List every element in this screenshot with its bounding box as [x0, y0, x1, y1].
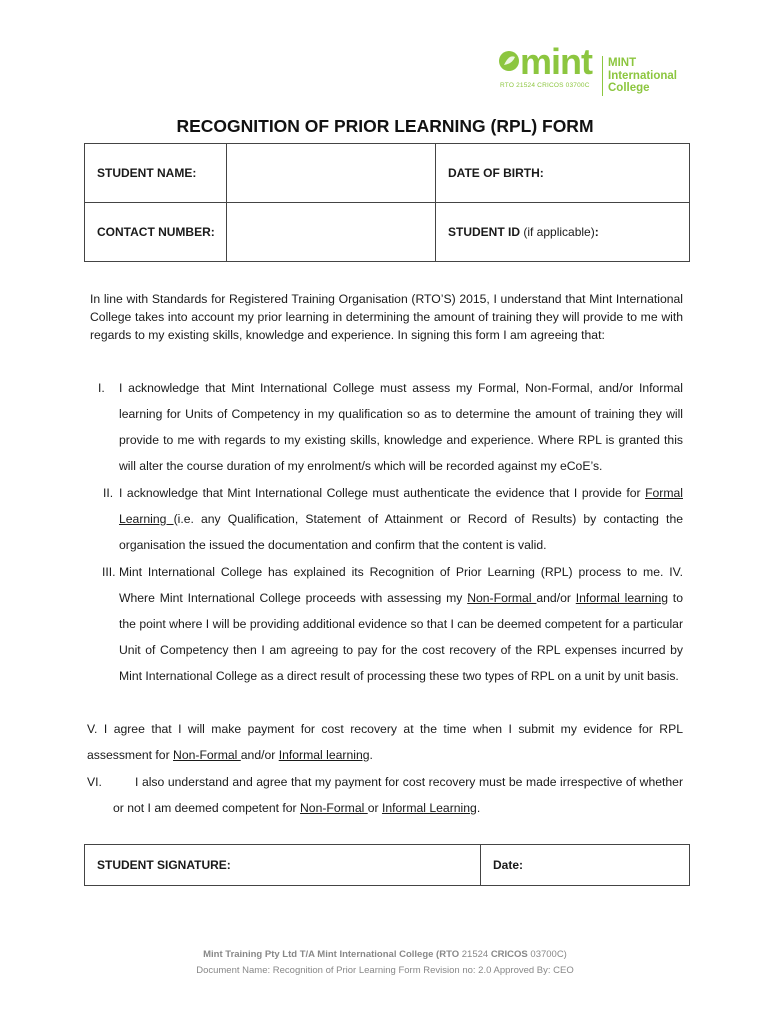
footer-part: Mint Training Pty Ltd T/A Mint International College ( — [203, 949, 440, 960]
item-text-part: . — [476, 801, 481, 815]
item-v-text — [87, 716, 683, 768]
date-field[interactable]: Date: — [481, 845, 690, 886]
non-formal-link[interactable]: Non-Formal — [467, 591, 537, 605]
logo-wordmark: mint — [520, 41, 592, 82]
item-i-text: I acknowledge that Mint International College must assess my Formal, Non-Formal, and/or Informal learning for Units of Competency in my qualification so as to determine the amount of training they will provide to me with regards to my existing skills, knowledge and experience. Where RPL is granted this will alter the course duration of my enrolment/s which will be recorded against my eCoE’s. — [119, 381, 683, 473]
mint-leaf-icon — [498, 50, 520, 72]
date-of-birth-field[interactable]: DATE OF BIRTH: — [436, 144, 690, 203]
student-id-colon: : — [594, 225, 599, 239]
item-number: II. — [103, 486, 114, 500]
student-id-field[interactable] — [436, 203, 690, 262]
logo-college-line: International — [608, 69, 678, 82]
logo-divider — [602, 56, 603, 96]
logo-college-line: College — [608, 82, 650, 94]
non-formal-link[interactable]: Non-Formal — [299, 801, 368, 815]
formal-learning-link[interactable]: Formal Learning — [119, 486, 683, 526]
item-vi-text — [113, 769, 683, 821]
informal-learning-link[interactable]: Informal learning — [278, 748, 370, 762]
footer-cricos-number: 03700C) — [527, 949, 567, 960]
item-text-part: I acknowledge that Mint International College must authenticate the evidence that I provide for — [119, 486, 646, 500]
contact-number-field[interactable] — [227, 203, 436, 262]
footer-rto-number: 21524 — [459, 949, 491, 960]
item-text-part: . — [369, 748, 373, 762]
student-name-label: STUDENT NAME: — [85, 144, 227, 203]
contact-number-label: CONTACT NUMBER: — [85, 203, 227, 262]
footer-document-line: Document Name: Recognition of Prior Learning Form Revision no: 2.0 Approved By: CEO — [196, 965, 574, 976]
logo-registration: RTO 21524 CRICOS 03700C — [500, 82, 590, 89]
college-logo — [498, 41, 688, 98]
student-id-label: STUDENT ID — [448, 225, 520, 239]
form-title: RECOGNITION OF PRIOR LEARNING (RPL) FORM — [176, 116, 594, 136]
non-formal-link[interactable]: Non-Formal — [173, 748, 241, 762]
item-iii-text — [119, 559, 683, 689]
logo-college-line: MINT — [608, 57, 637, 69]
informal-learning-link[interactable]: Informal learning — [575, 591, 668, 605]
footer-rto-label: RTO — [439, 949, 460, 960]
item-number: III. — [102, 565, 116, 579]
item-text-part: and/or — [536, 591, 576, 605]
student-info-table — [84, 143, 690, 262]
item-text-part: (i.e. any Qualification, Statement of Attainment or Record of Results) by contacting the organisation the issued the documentation and confirm that the content is valid. — [119, 512, 684, 552]
item-ii-text — [119, 480, 683, 558]
item-number: V. — [87, 722, 98, 736]
item-number: I. — [98, 381, 105, 395]
item-text-part: to the point where I will be providing additional evidence so that I can be deemed competent for a particular Unit of Competency then I am agreeing to pay for the cost recovery of the RPL expenses incurred by Mint International College as a direct result of processing these two types of RPL on a unit by unit basis. — [119, 591, 683, 683]
item-text-part: or — [367, 801, 382, 815]
item-number: VI. — [87, 775, 102, 789]
item-text-part: and/or — [240, 748, 279, 762]
footer-company-line — [0, 949, 770, 960]
student-signature-field[interactable]: STUDENT SIGNATURE: — [85, 845, 481, 886]
item-text-part: Mint International College has explained its Recognition of Prior Learning (RPL) process to me. IV. Where Mint International College proceeds with assessing my — [119, 565, 683, 605]
item-text-part: I also understand and agree that my payment for cost recovery must be made irrespective of whether or not I am deemed competent for — [113, 775, 683, 815]
informal-learning-link[interactable]: Informal Learning — [381, 801, 477, 815]
signature-table — [84, 844, 690, 886]
student-id-note: (if applicable) — [523, 225, 595, 239]
footer-cricos-label: CRICOS — [490, 949, 528, 960]
logo-college-name — [608, 57, 677, 95]
student-name-field[interactable] — [227, 144, 436, 203]
intro-paragraph: In line with Standards for Registered Training Organisation (RTO’S) 2015, I understand that Mint International College takes into account my prior learning in determining the amount of training they will provide to me with regards to my existing skills, knowledge and experience. In signing this form I am agreeing that: — [90, 292, 683, 342]
item-text-part: I agree that I will make payment for cost recovery at the time when I submit my evidence for RPL assessment for — [87, 722, 683, 762]
